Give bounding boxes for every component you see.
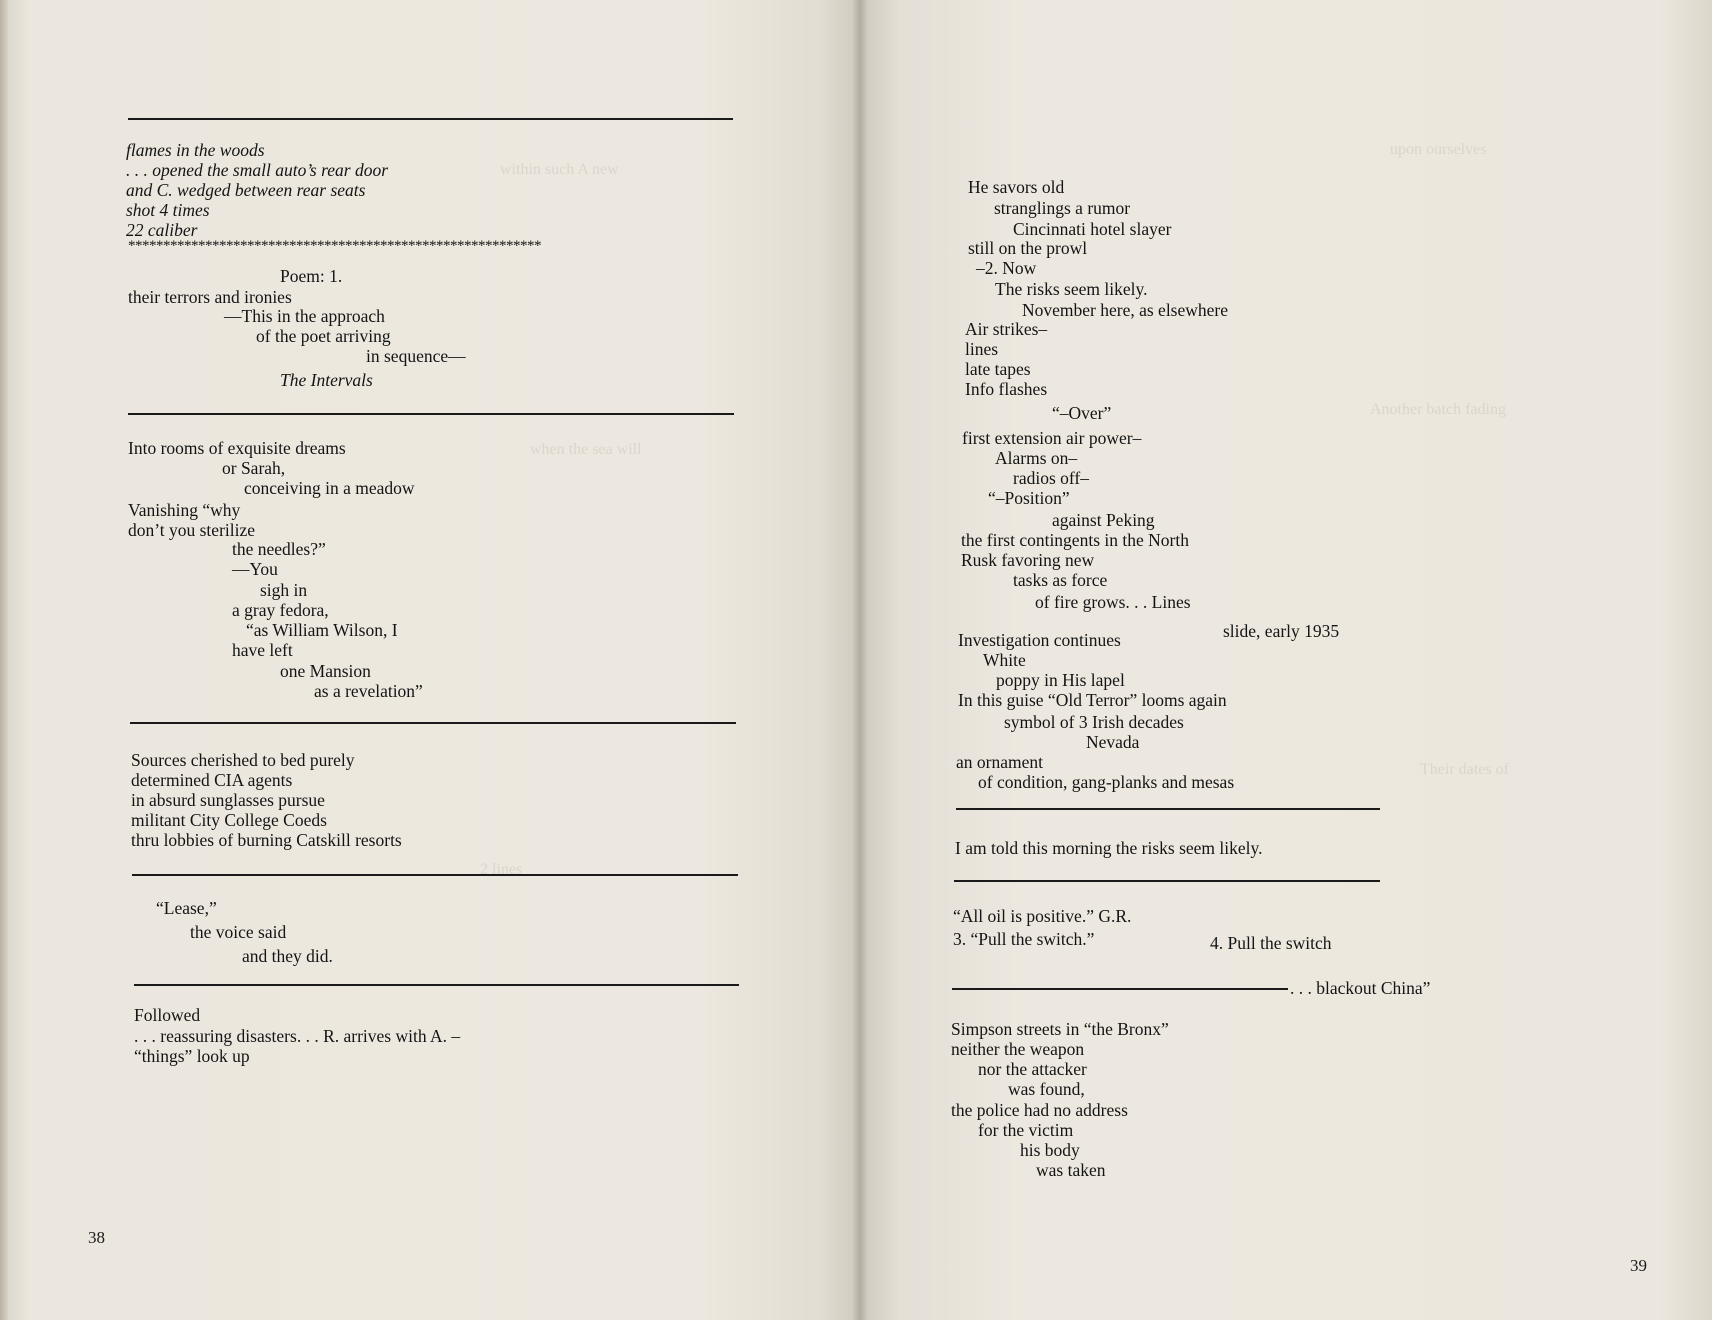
verse-line: . . . blackout China” (1290, 978, 1431, 998)
italic-line: and C. wedged between rear seats (126, 180, 366, 200)
verse-line: or Sarah, (222, 458, 286, 478)
page-number: 39 (1630, 1256, 1647, 1275)
verse-line: November here, as elsewhere (1022, 300, 1229, 320)
poem-title: The Intervals (280, 370, 373, 390)
page-edge (0, 0, 8, 1320)
verse-line: 4. Pull the switch (1210, 933, 1332, 953)
verse-line: radios off– (1013, 468, 1089, 488)
verse-line: stranglings a rumor (994, 198, 1131, 218)
verse-line: Into rooms of exquisite dreams (128, 438, 346, 458)
italic-line: 22 caliber (126, 220, 198, 240)
italic-line: shot 4 times (126, 200, 210, 220)
verse-line: in absurd sunglasses pursue (131, 790, 325, 810)
verse-line: –2. Now (976, 258, 1037, 278)
verse-line: nor the attacker (978, 1059, 1087, 1079)
verse-line: tasks as force (1013, 570, 1108, 590)
show-through-text: within such A new (500, 161, 619, 178)
show-through-text: upon ourselves (1390, 141, 1487, 158)
poem-line: in sequence— (366, 346, 466, 366)
verse-line: the first contingents in the North (961, 530, 1189, 550)
right-page (860, 0, 1712, 1320)
verse-line: one Mansion (280, 661, 371, 681)
verse-line: militant City College Coeds (131, 810, 327, 830)
show-through-text: 2 lines (480, 861, 523, 878)
verse-line: “as William Wilson, I (246, 620, 398, 640)
verse-line: The risks seem likely. (995, 279, 1148, 299)
verse-line: Rusk favoring new (961, 550, 1095, 570)
italic-line: . . . opened the small auto’s rear door (126, 160, 389, 180)
verse-line: was taken (1036, 1160, 1106, 1180)
verse-line: Air strikes– (965, 319, 1048, 339)
verse-line: lines (965, 339, 999, 359)
verse-line: neither the weapon (951, 1039, 1085, 1059)
poem-line: of the poet arriving (256, 326, 391, 346)
verse-line: . . . reassuring disasters. . . R. arrives with A. – (134, 1026, 461, 1046)
verse-line: against Peking (1052, 510, 1155, 530)
verse-line: have left (232, 640, 293, 660)
verse-line: of condition, gang-planks and mesas (978, 772, 1235, 792)
verse-line: the needles?” (232, 539, 326, 559)
verse-line: symbol of 3 Irish decades (1004, 712, 1184, 732)
verse-line: the voice said (190, 922, 287, 942)
poem-line: their terrors and ironies (128, 287, 292, 307)
verse-line: late tapes (965, 359, 1031, 379)
section-rule (134, 984, 739, 986)
verse-line: Sources cherished to bed purely (131, 750, 355, 770)
poem-line: —This in the approach (224, 306, 385, 326)
section-rule (132, 874, 738, 876)
verse-line: a gray fedora, (232, 600, 329, 620)
italic-line: flames in the woods (126, 140, 265, 160)
verse-line: 3. “Pull the switch.” (953, 929, 1095, 949)
verse-line: of fire grows. . . Lines (1035, 592, 1191, 612)
verse-line: “–Over” (1052, 403, 1112, 423)
verse-line: —You (232, 559, 278, 579)
verse-line: Info flashes (965, 379, 1048, 399)
verse-line: his body (1020, 1140, 1080, 1160)
section-rule (952, 988, 1288, 990)
verse-line: Vanishing “why (128, 500, 241, 520)
verse-line: He savors old (968, 177, 1065, 197)
verse-line: Nevada (1086, 732, 1140, 752)
verse-line: slide, early 1935 (1223, 621, 1340, 641)
section-rule (956, 808, 1380, 810)
section-rule (128, 413, 734, 415)
verse-line: the police had no address (951, 1100, 1128, 1120)
show-through-text: when the sea will (530, 441, 642, 458)
book-gutter (852, 0, 868, 1320)
verse-line: an ornament (956, 752, 1043, 772)
verse-line: “All oil is positive.” G.R. (953, 906, 1132, 926)
verse-line: was found, (1008, 1079, 1085, 1099)
verse-line: still on the prowl (968, 238, 1088, 258)
verse-line: “Lease,” (156, 898, 217, 918)
verse-line: and they did. (242, 946, 333, 966)
verse-line: “–Position” (988, 488, 1070, 508)
verse-line: Simpson streets in “the Bronx” (951, 1019, 1169, 1039)
verse-line: as a revelation” (314, 681, 423, 701)
verse-line: don’t you sterilize (128, 520, 256, 540)
verse-line: for the victim (978, 1120, 1074, 1140)
verse-line: White (983, 650, 1026, 670)
verse-line: poppy in His lapel (996, 670, 1125, 690)
verse-line: Investigation continues (958, 630, 1121, 650)
section-rule (130, 722, 736, 724)
verse-line: thru lobbies of burning Catskill resorts (131, 830, 402, 850)
verse-line: first extension air power– (962, 428, 1142, 448)
verse-line: determined CIA agents (131, 770, 293, 790)
section-rule (954, 880, 1380, 882)
verse-line: Followed (134, 1005, 201, 1025)
verse-line: I am told this morning the risks seem likely. (955, 838, 1263, 858)
verse-line: conceiving in a meadow (244, 478, 415, 498)
verse-line: Cincinnati hotel slayer (1013, 219, 1172, 239)
show-through-text: Their dates of (1420, 761, 1509, 778)
verse-line: sigh in (260, 580, 308, 600)
show-through-text: Another batch fading (1370, 401, 1506, 418)
verse-line: In this guise “Old Terror” looms again (958, 690, 1227, 710)
verse-line: Alarms on– (995, 448, 1078, 468)
asterisk-divider: *********************************************************** (128, 238, 541, 254)
verse-line: “things” look up (134, 1046, 250, 1066)
poem-heading: Poem: 1. (280, 266, 343, 286)
page-number: 38 (88, 1228, 105, 1247)
section-rule (128, 118, 733, 120)
